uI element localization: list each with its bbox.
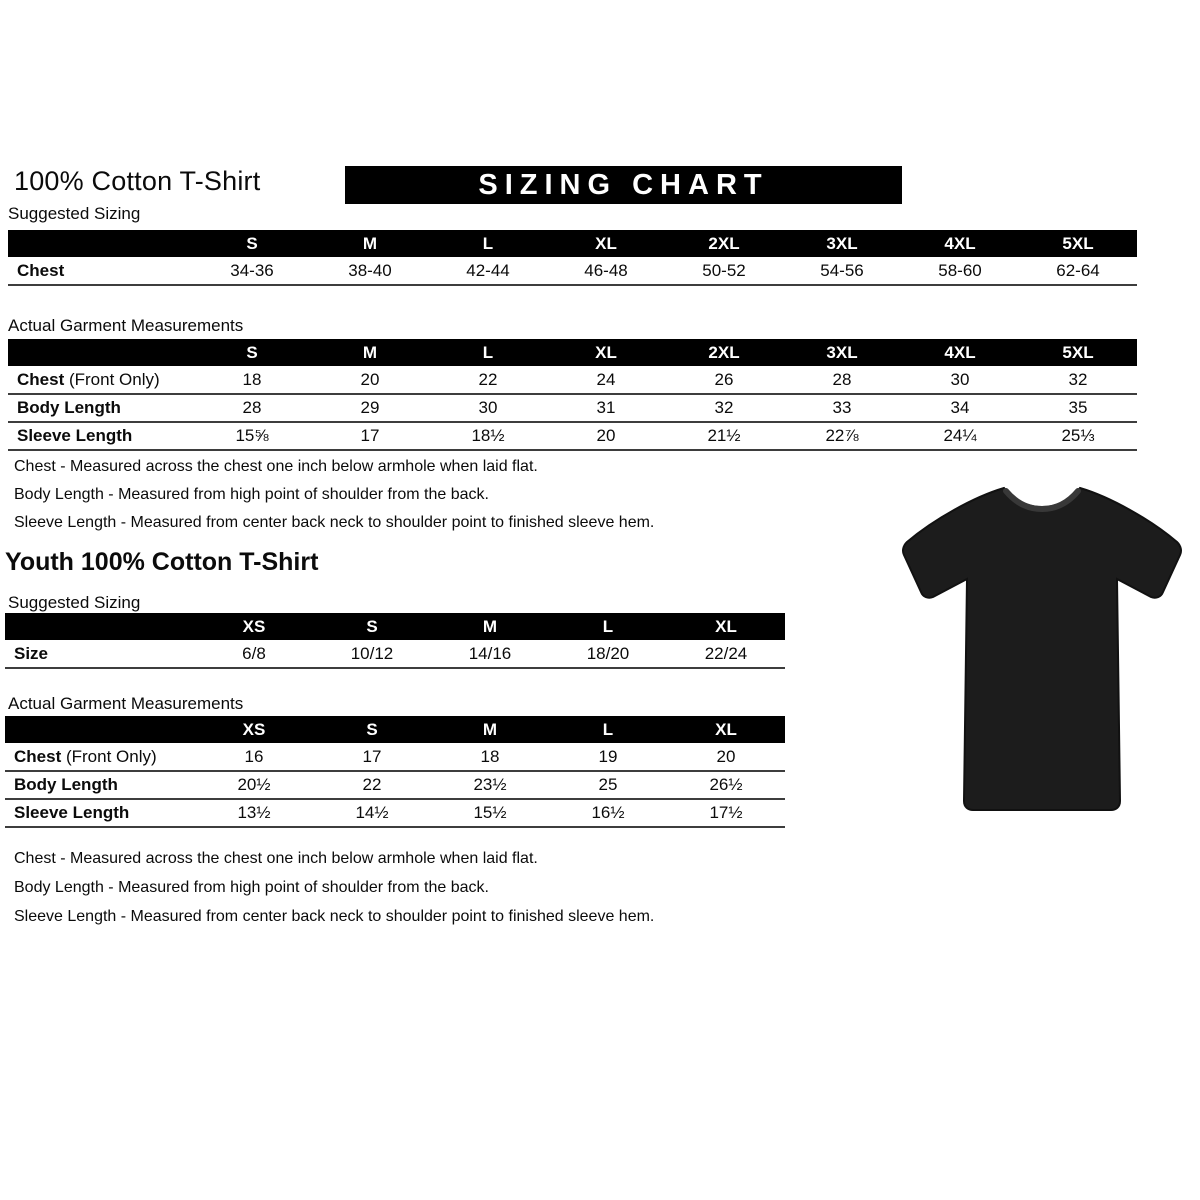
measurement-cell: 50-52 — [665, 257, 783, 285]
measurement-cell: 62-64 — [1019, 257, 1137, 285]
measurement-cell: 28 — [783, 366, 901, 394]
measurement-cell: 18 — [431, 743, 549, 771]
size-column-header: S — [193, 339, 311, 366]
empty-header-cell — [8, 230, 193, 257]
measurement-cell: 20 — [547, 422, 665, 450]
measurement-cell: 13½ — [195, 799, 313, 827]
table-row — [5, 640, 785, 668]
empty-header-cell — [5, 716, 195, 743]
measurement-cell: 20½ — [195, 771, 313, 799]
measurement-cell: 16½ — [549, 799, 667, 827]
measurement-cell: 18 — [193, 366, 311, 394]
measurement-cell: 24 — [547, 366, 665, 394]
size-column-header: L — [429, 230, 547, 257]
row-label-cell — [5, 799, 195, 827]
adult-actual-table — [8, 339, 1137, 451]
measurement-cell: 22 — [313, 771, 431, 799]
table-header-row — [5, 613, 785, 640]
measurement-cell: 17 — [311, 422, 429, 450]
measurement-cell: 20 — [311, 366, 429, 394]
measurement-cell: 14½ — [313, 799, 431, 827]
measurement-cell: 24¼ — [901, 422, 1019, 450]
row-label-cell — [5, 771, 195, 799]
measurement-cell: 34-36 — [193, 257, 311, 285]
table-row — [8, 422, 1137, 450]
row-label-cell — [5, 743, 195, 771]
size-column-header: 5XL — [1019, 339, 1137, 366]
table-row — [5, 743, 785, 771]
measurement-cell: 25 — [549, 771, 667, 799]
measurement-cell: 15½ — [431, 799, 549, 827]
measurement-cell: 30 — [429, 394, 547, 422]
measurement-cell: 6/8 — [195, 640, 313, 668]
measurement-cell: 38-40 — [311, 257, 429, 285]
size-column-header: L — [549, 716, 667, 743]
measurement-cell: 32 — [665, 394, 783, 422]
measurement-cell: 20 — [667, 743, 785, 771]
black-tshirt-image — [892, 474, 1192, 822]
table-row — [8, 366, 1137, 394]
row-label: Chest — [17, 369, 65, 389]
measurement-cell: 58-60 — [901, 257, 1019, 285]
size-column-header: M — [311, 339, 429, 366]
row-label-cell — [8, 422, 193, 450]
measurement-cell: 16 — [195, 743, 313, 771]
adult-section-title: 100% Cotton T-Shirt — [14, 166, 261, 196]
measurement-cell: 17 — [313, 743, 431, 771]
measurement-cell: 22/24 — [667, 640, 785, 668]
table-row — [5, 799, 785, 827]
measurement-cell: 25⅓ — [1019, 422, 1137, 450]
row-label-cell — [5, 640, 195, 668]
measurement-cell: 54-56 — [783, 257, 901, 285]
size-column-header: 4XL — [901, 339, 1019, 366]
row-label: Body Length — [14, 775, 118, 794]
measurement-cell: 21½ — [665, 422, 783, 450]
size-column-header: M — [431, 613, 549, 640]
size-column-header: XL — [667, 613, 785, 640]
row-label: Chest — [14, 746, 62, 766]
note-line: Sleeve Length - Measured from center back neck to shoulder point to finished sleeve hem. — [14, 908, 655, 925]
adult-actual-heading: Actual Garment Measurements — [8, 316, 244, 335]
note-line: Chest - Measured across the chest one inch below armhole when laid flat. — [14, 458, 538, 475]
size-column-header: L — [429, 339, 547, 366]
note-line: Body Length - Measured from high point of shoulder from the back. — [14, 486, 489, 503]
size-column-header: S — [313, 613, 431, 640]
size-column-header: S — [313, 716, 431, 743]
measurement-cell: 46-48 — [547, 257, 665, 285]
measurement-cell: 14/16 — [431, 640, 549, 668]
youth-actual-heading: Actual Garment Measurements — [8, 694, 244, 713]
measurement-cell: 26 — [665, 366, 783, 394]
size-column-header: 3XL — [783, 339, 901, 366]
youth-suggested-table — [5, 613, 785, 669]
empty-header-cell — [5, 613, 195, 640]
measurement-cell: 18/20 — [549, 640, 667, 668]
note-line: Chest - Measured across the chest one inch below armhole when laid flat. — [14, 850, 538, 867]
table-header-row — [5, 716, 785, 743]
size-column-header: 5XL — [1019, 230, 1137, 257]
row-label: Sleeve Length — [14, 803, 130, 822]
table-header-row — [8, 230, 1137, 257]
size-column-header: L — [549, 613, 667, 640]
measurement-cell: 33 — [783, 394, 901, 422]
row-label: Size — [14, 643, 49, 663]
measurement-cell: 29 — [311, 394, 429, 422]
size-column-header: XS — [195, 613, 313, 640]
measurement-cell: 22⅞ — [783, 422, 901, 450]
measurement-cell: 35 — [1019, 394, 1137, 422]
row-label-cell — [8, 394, 193, 422]
row-label-cell — [8, 257, 193, 285]
row-label-suffix: (Front Only) — [64, 369, 160, 389]
size-column-header: XL — [547, 230, 665, 257]
size-column-header: 2XL — [665, 230, 783, 257]
size-column-header: XL — [547, 339, 665, 366]
youth-actual-table — [5, 716, 785, 828]
measurement-cell: 42-44 — [429, 257, 547, 285]
measurement-cell: 10/12 — [313, 640, 431, 668]
size-column-header: 3XL — [783, 230, 901, 257]
row-label: Body Length — [17, 398, 121, 417]
size-column-header: 4XL — [901, 230, 1019, 257]
measurement-cell: 18½ — [429, 422, 547, 450]
measurement-cell: 15⅝ — [193, 422, 311, 450]
adult-suggested-heading: Suggested Sizing — [8, 204, 141, 223]
note-line: Sleeve Length - Measured from center back neck to shoulder point to finished sleeve hem. — [14, 514, 655, 531]
sizing-chart-banner: SIZING CHART — [345, 166, 902, 204]
measurement-cell: 23½ — [431, 771, 549, 799]
youth-section-title: Youth 100% Cotton T-Shirt — [5, 548, 319, 576]
measurement-cell: 26½ — [667, 771, 785, 799]
tshirt-body-shape — [903, 488, 1181, 810]
row-label-suffix: (Front Only) — [61, 746, 157, 766]
measurement-cell: 22 — [429, 366, 547, 394]
size-column-header: XL — [667, 716, 785, 743]
empty-header-cell — [8, 339, 193, 366]
row-label-cell — [8, 366, 193, 394]
measurement-cell: 34 — [901, 394, 1019, 422]
table-row — [8, 394, 1137, 422]
measurement-cell: 19 — [549, 743, 667, 771]
adult-measurement-notes — [14, 453, 654, 537]
measurement-cell: 28 — [193, 394, 311, 422]
measurement-cell: 30 — [901, 366, 1019, 394]
adult-suggested-table — [8, 230, 1137, 286]
note-line: Body Length - Measured from high point of shoulder from the back. — [14, 879, 489, 896]
measurement-cell: 32 — [1019, 366, 1137, 394]
youth-measurement-notes — [14, 844, 654, 931]
table-row — [8, 257, 1137, 285]
measurement-cell: 31 — [547, 394, 665, 422]
size-column-header: 2XL — [665, 339, 783, 366]
row-label: Sleeve Length — [17, 426, 133, 445]
size-column-header: S — [193, 230, 311, 257]
youth-suggested-heading: Suggested Sizing — [8, 593, 141, 612]
table-row — [5, 771, 785, 799]
table-header-row — [8, 339, 1137, 366]
size-column-header: XS — [195, 716, 313, 743]
row-label: Chest — [17, 260, 65, 280]
size-column-header: M — [431, 716, 549, 743]
measurement-cell: 17½ — [667, 799, 785, 827]
size-column-header: M — [311, 230, 429, 257]
